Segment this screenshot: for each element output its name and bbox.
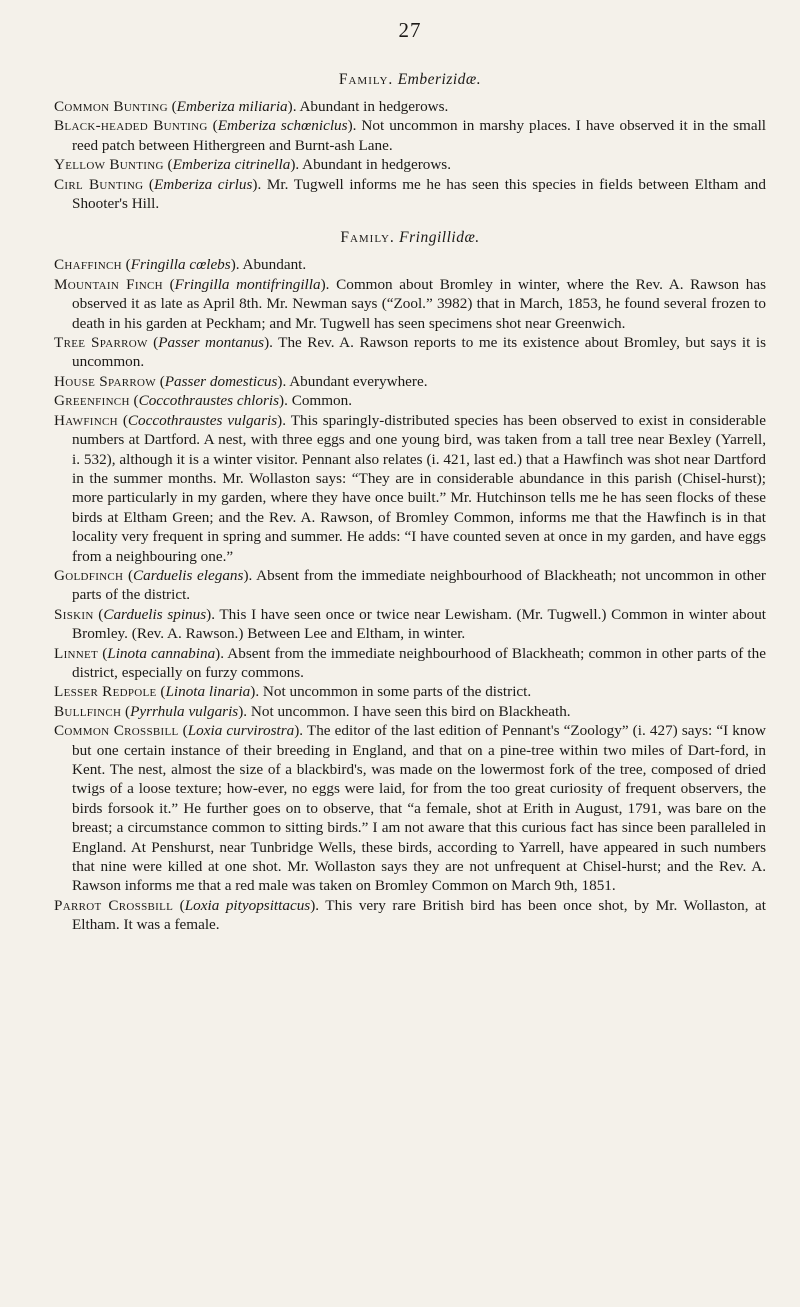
species-entry: [54, 644, 766, 683]
species-latin-name: Emberiza miliaria: [176, 98, 288, 115]
species-latin-name: Coccothraustes chloris: [138, 392, 280, 410]
entry-paren: (: [147, 334, 159, 352]
entry-paren: (: [121, 702, 131, 720]
species-description: ). Abundant.: [230, 256, 307, 274]
species-description: ). Abundant in hedgerows.: [290, 156, 452, 174]
document-page: [54, 18, 766, 935]
species-entry: [54, 721, 766, 896]
family-section: [54, 71, 766, 213]
species-entry: [54, 155, 766, 174]
species-common-name: Common Bunting: [54, 98, 168, 115]
species-description: ). The editor of the last edition of Pennant's “Zoology” (i. 427) says: “I know but one certain instance of their breeding in England, and that on a pine-tree within two miles of Dart-ford, in Kent. The nest, almost the size of a blackbird's, was made on the lowermost fork of the tree, composed of dried twigs of a loose texture; how-ever, no eggs were laid, for from the too great curiosity of frequent observers, the birds forsook it.” He further goes on to observe, that “a female, shot at Erith in August, 1791, was bare on the breast; a circumstance common to sitting birds.” I am not aware that this curious fact has since been paralleled in England. At Penshurst, near Tunbridge Wells, these birds, according to Yarrell, have appeared in such numbers that nine were killed at one shot. Mr. Wollaston says they are not unfrequent at Chisel-hurst; and the Rev. A. Rawson informs me that a red male was taken on Bromley Common on March 9th, 1851.: [72, 722, 766, 895]
species-entry: [54, 702, 766, 721]
species-common-name: Black-headed Bunting: [54, 117, 208, 135]
family-name: Emberizidæ.: [397, 71, 482, 88]
entry-paren: (: [173, 896, 185, 914]
family-heading: [54, 71, 766, 89]
entry-paren: (: [162, 275, 175, 293]
species-common-name: Mountain Finch: [54, 275, 163, 293]
species-entry: [54, 391, 766, 410]
species-entry: [54, 333, 766, 372]
species-entry: [54, 566, 766, 605]
species-description: ). This I have seen once or twice near Lewisham. (Mr. Tugwell.) Common in winter about Bromley. (Rev. A. Rawson.) Between Lee and Eltham, in winter.: [72, 605, 767, 643]
entry-paren: (: [178, 722, 188, 740]
species-latin-name: Emberiza schœniclus: [217, 117, 348, 135]
species-latin-name: Emberiza citrinella: [172, 156, 291, 174]
species-entry: [54, 682, 766, 701]
species-entry: [54, 175, 766, 214]
species-latin-name: Fringilla montifringilla: [174, 275, 321, 293]
species-latin-name: Passer domesticus: [164, 372, 278, 390]
species-latin-name: Passer montanus: [158, 334, 265, 352]
species-entry: [54, 116, 766, 155]
species-common-name: Siskin: [54, 605, 94, 623]
entry-paren: (: [155, 372, 165, 390]
species-entry: [54, 97, 766, 116]
species-description: ). Not uncommon in marshy places. I have observed it in the small reed patch between Hithergreen and Burnt-ash Lane.: [72, 117, 767, 154]
species-common-name: Bullfinch: [54, 702, 122, 720]
species-common-name: Common Crossbill: [54, 722, 179, 740]
species-latin-name: Linota linaria: [165, 683, 251, 701]
species-description: ). This very rare British bird has been once shot, by Mr. Wollaston, at Eltham. It was a female.: [72, 896, 766, 934]
species-description: ). Abundant everywhere.: [277, 372, 428, 390]
species-latin-name: Loxia curvirostra: [187, 722, 295, 740]
species-common-name: Hawfinch: [54, 411, 118, 429]
species-common-name: Yellow Bunting: [54, 156, 164, 174]
entry-paren: (: [121, 256, 131, 274]
family-label: Family.: [340, 229, 395, 247]
species-common-name: Parrot Crossbill: [54, 896, 174, 914]
entry-paren: (: [93, 605, 104, 623]
sections-container: [54, 71, 766, 935]
entry-paren: (: [207, 117, 218, 135]
species-latin-name: Pyrrhula vulgaris: [130, 702, 239, 720]
species-description: ). Not uncommon. I have seen this bird on Blackheath.: [238, 702, 571, 720]
species-entry: [54, 275, 766, 333]
species-latin-name: Coccothraustes vulgaris: [127, 411, 278, 429]
entry-paren: (: [98, 644, 108, 662]
family-heading: [54, 229, 766, 247]
species-description: ). Absent from the immediate neighbourhood of Blackheath; common in other parts of the district, especially on furzy commons.: [72, 644, 766, 681]
species-latin-name: Emberiza cirlus: [154, 175, 253, 193]
species-latin-name: Linota cannabina: [107, 644, 216, 662]
species-latin-name: Carduelis elegans: [133, 566, 244, 584]
species-common-name: Linnet: [54, 644, 99, 662]
entry-paren: (: [156, 683, 166, 701]
family-label: Family.: [338, 71, 394, 88]
species-latin-name: Carduelis spinus: [103, 605, 207, 623]
species-latin-name: Fringilla cœlebs: [130, 256, 231, 274]
species-description: ). Absent from the immediate neighbourhood of Blackheath; not uncommon in other parts of the district.: [72, 566, 766, 604]
species-common-name: Tree Sparrow: [54, 334, 148, 352]
species-description: ). The Rev. A. Rawson reports to me its existence about Bromley, but says it is uncommon.: [72, 334, 766, 371]
entry-paren: (: [117, 411, 128, 429]
entry-paren: (: [129, 392, 139, 410]
species-latin-name: Loxia pityopsittacus: [184, 896, 311, 914]
entry-paren: (: [167, 98, 177, 115]
species-common-name: Lesser Redpole: [54, 683, 157, 701]
family-name: Fringillidæ.: [399, 229, 480, 247]
species-description: ). Common.: [279, 392, 353, 410]
entry-paren: (: [163, 156, 173, 174]
species-description: ). Common about Bromley in winter, where the Rev. A. Rawson has observed it as late as April 8th. Mr. Newman says (“Zool.” 3982) that in March, 1853, he found several frozen to death in his garden at Peckham; and Mr. Tugwell has seen specimens shot near Greenwich.: [72, 275, 767, 332]
entry-paren: (: [123, 566, 134, 584]
species-description: ). Abundant in hedgerows.: [287, 98, 449, 115]
species-common-name: House Sparrow: [54, 372, 156, 390]
species-description: ). This sparingly-distributed species has been observed to exist in considerable numbers at Dartford. A nest, with three eggs and one young bird, was taken from a tall tree near Bexley (Yarrell, i. 532), although it is a winter visitor. Pennant also relates (i. 421, last ed.) that a Hawfinch was shot near Dartford in the summer months. Mr. Wollaston says: “They are in considerable abundance in this parish (Chisel-hurst); more particularly in my garden, where they have once built.” Mr. Hutchinson tells me he has seen flocks of these birds at Eltham Green; and the Rev. A. Rawson, of Bromley Common, informs me that the Hawfinch is in that locality very frequent in spring and summer. He adds: “I have counted seven at once in my garden, and have eggs from a neighbouring one.”: [72, 411, 766, 565]
species-common-name: Chaffinch: [54, 256, 122, 274]
species-description: ). Mr. Tugwell informs me he has seen this species in fields between Eltham and Shooter's Hill.: [72, 175, 766, 213]
page-number: 27: [398, 18, 422, 42]
entry-paren: (: [143, 175, 154, 193]
species-common-name: Greenfinch: [54, 392, 130, 410]
species-entry: [54, 605, 766, 644]
species-entry: [54, 372, 766, 391]
species-common-name: Goldfinch: [54, 566, 124, 584]
species-entry: [54, 411, 766, 566]
family-section: [54, 229, 766, 934]
species-common-name: Cirl Bunting: [54, 175, 144, 193]
species-entry: [54, 255, 766, 274]
species-description: ). Not uncommon in some parts of the district.: [250, 683, 532, 701]
species-entry: [54, 896, 766, 935]
